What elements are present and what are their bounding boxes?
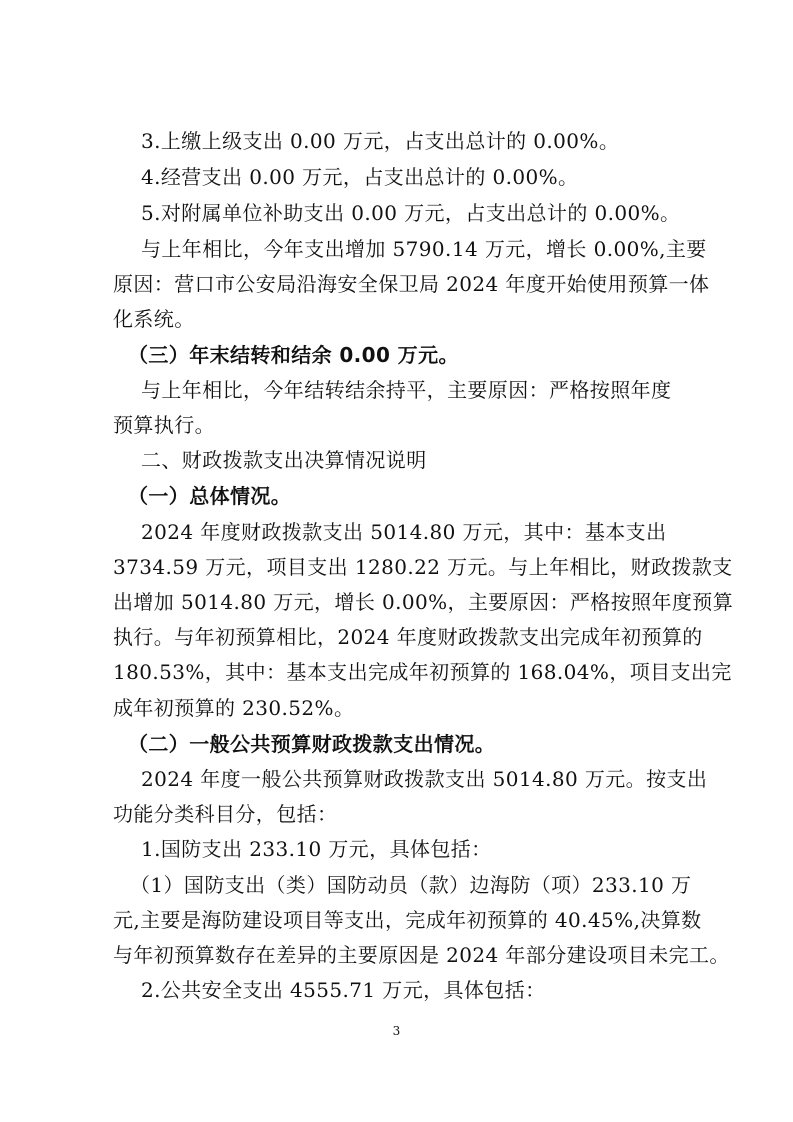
paragraph-line: 与上年相比，今年支出增加 5790.14 万元，增长 0.00%,主要 [141, 237, 707, 261]
paragraph-line: 化系统。 [113, 307, 195, 331]
paragraph-line: 功能分类科目分，包括： [113, 802, 338, 826]
paragraph-line: 4.经营支出 0.00 万元，占支出总计的 0.00%。 [141, 165, 579, 189]
section-heading: （三）年末结转和结余 0.00 万元。 [128, 343, 459, 367]
paragraph-line: 2.公共安全支出 4555.71 万元，具体包括： [141, 978, 546, 1002]
chapter-heading: 二、财政拨款支出决算情况说明 [141, 448, 427, 472]
paragraph-line: 执行。与年初预算相比，2024 年度财政拨款支出完成年初预算的 [113, 625, 703, 649]
paragraph-line: 与年初预算数存在差异的主要原因是 2024 年部分建设项目未完工。 [113, 943, 730, 967]
paragraph-line: 5.对附属单位补助支出 0.00 万元，占支出总计的 0.00%。 [141, 201, 681, 225]
page-number: 3 [392, 1024, 401, 1038]
paragraph-line: 元,主要是海防建设项目等支出，完成年初预算的 40.45%,决算数 [113, 908, 702, 932]
paragraph-line: 180.53%，其中：基本支出完成年初预算的 168.04%，项目支出完 [113, 660, 732, 684]
paragraph-line: 1.国防支出 233.10 万元，具体包括： [141, 837, 492, 861]
paragraph-line: 2024 年度一般公共预算财政拨款支出 5014.80 万元。按支出 [141, 767, 708, 791]
paragraph-line: 3.上缴上级支出 0.00 万元，占支出总计的 0.00%。 [141, 129, 620, 153]
paragraph-line: 预算执行。 [113, 413, 215, 437]
paragraph-line: 成年初预算的 230.52%。 [113, 696, 355, 720]
paragraph-line: 原因：营口市公安局沿海安全保卫局 2024 年度开始使用预算一体 [113, 272, 710, 296]
section-heading: （一）总体情况。 [128, 484, 292, 508]
section-heading: （二）一般公共预算财政拨款支出情况。 [128, 732, 496, 756]
paragraph-line: 3734.59 万元，项目支出 1280.22 万元。与上年相比，财政拨款支 [113, 555, 733, 579]
paragraph-line: 与上年相比，今年结转结余持平，主要原因：严格按照年度 [141, 378, 672, 402]
paragraph-line: 出增加 5014.80 万元，增长 0.00%，主要原因：严格按照年度预算 [113, 590, 734, 614]
paragraph-line: （1）国防支出（类）国防动员（款）边海防（项）233.10 万 [130, 873, 692, 897]
paragraph-line: 2024 年度财政拨款支出 5014.80 万元，其中：基本支出 [141, 520, 667, 544]
